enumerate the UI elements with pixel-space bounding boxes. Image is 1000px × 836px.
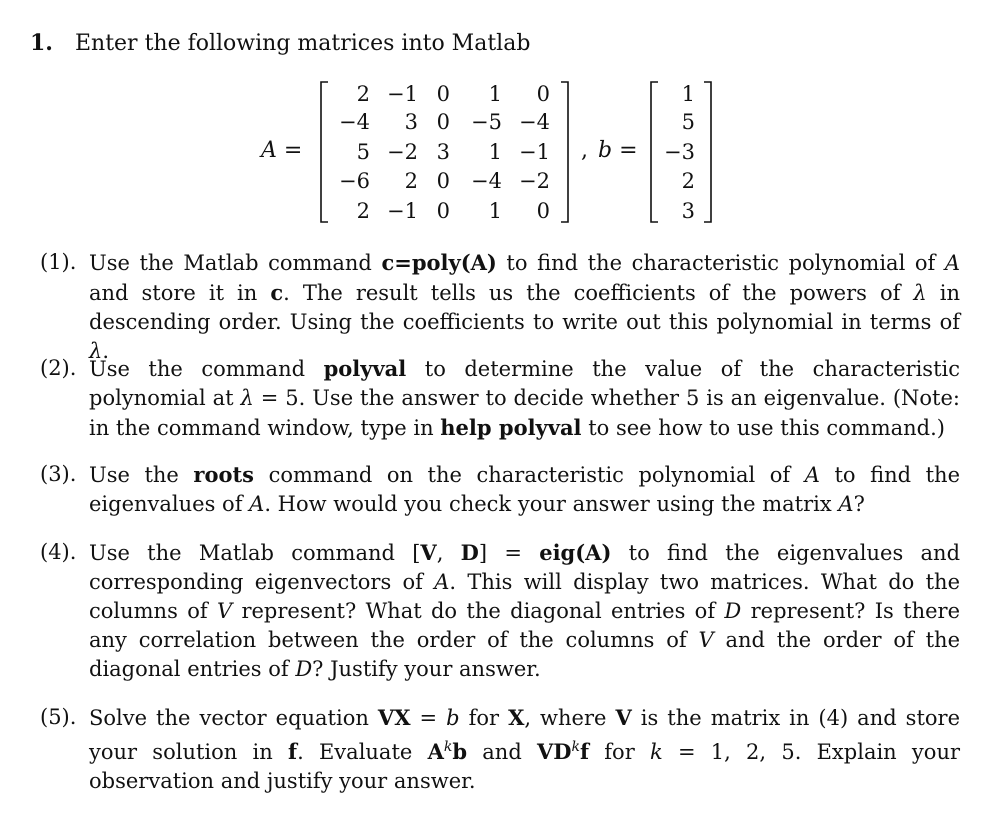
part-4	[40, 538, 960, 684]
matrix-a-cell: 1	[488, 199, 502, 223]
part-text-segment: to find the characteristic polynomial of	[496, 251, 945, 275]
part-3	[40, 460, 960, 519]
matrix-a-cell: −6	[339, 169, 370, 193]
matrix-a-cell: 0	[436, 199, 450, 223]
part-text-segment: V	[420, 540, 437, 565]
part-text-segment: b	[452, 739, 468, 764]
part-text-segment: , where	[524, 706, 616, 730]
part-text-segment: =	[410, 706, 447, 730]
part-text-segment: V	[615, 705, 632, 730]
matrix-a-cell: 3	[404, 110, 418, 134]
part-text-segment: represent? Is there any correlation between the order of the columns of	[89, 599, 960, 652]
part-text-segment: k	[443, 739, 453, 755]
vector-b-cell: 2	[681, 169, 695, 193]
part-text-segment: . The result tells us the coefficients of the powers of	[283, 281, 914, 305]
matrix-a-cell: 2	[404, 169, 418, 193]
part-5-text	[89, 703, 960, 796]
matrix-a-cell: −4	[471, 169, 502, 193]
part-text-segment: and the order of the diagonal entries of	[89, 628, 961, 681]
part-text-segment: . This will display two matrices. What do the columns of	[89, 570, 960, 623]
problem-title: Enter the following matrices into Matlab	[74, 31, 531, 56]
part-text-segment: VD	[537, 739, 572, 764]
part-text-segment: ? Justify your answer.	[312, 657, 541, 681]
part-text-segment: k	[571, 739, 580, 755]
part-1-text	[89, 248, 960, 366]
part-5	[40, 703, 960, 796]
matrix-a-cell: −2	[519, 169, 550, 193]
part-text-segment: roots	[193, 462, 255, 487]
vector-b-cell: 1	[681, 82, 695, 106]
part-text-segment: .	[102, 339, 109, 363]
part-text-segment: A	[804, 463, 820, 487]
matrix-a-cell: −5	[471, 110, 502, 134]
problem-number: 1.	[30, 30, 53, 56]
matrix-a-cell: 5	[356, 140, 370, 164]
part-text-segment: Solve the vector equation	[89, 706, 378, 730]
part-text-segment: A	[838, 492, 854, 516]
part-2	[40, 354, 960, 443]
part-5-number: (5).	[40, 705, 77, 729]
part-text-segment: represent? What do the diagonal entries of	[232, 599, 725, 623]
part-text-segment: ?	[853, 492, 865, 516]
part-text-segment: polyval	[323, 356, 407, 381]
part-1-number: (1).	[40, 250, 77, 274]
matrix-a-cell: 0	[436, 82, 450, 106]
part-text-segment: Use the Matlab command [	[89, 541, 421, 565]
part-1	[40, 248, 960, 366]
matrix-a-cell: 0	[536, 199, 550, 223]
part-text-segment: command on the characteristic polynomial of	[254, 463, 805, 487]
matrix-a-cell: 2	[356, 199, 370, 223]
matrix-a-cell: −4	[339, 110, 370, 134]
part-3-number: (3).	[40, 462, 77, 486]
part-text-segment: λ	[240, 386, 254, 410]
vector-b-cell: 3	[681, 199, 695, 223]
part-text-segment: to see how to use this command.)	[581, 416, 945, 440]
part-2-text	[89, 354, 960, 443]
matrix-a-cell: −1	[519, 140, 550, 164]
part-text-segment: Use the	[89, 463, 194, 487]
part-text-segment: X	[508, 705, 525, 730]
matrix-a-cell: 1	[488, 82, 502, 106]
part-text-segment: c=poly(A)	[381, 250, 497, 275]
part-text-segment: Use the Matlab command	[89, 251, 382, 275]
matrix-a-cell: 0	[436, 110, 450, 134]
part-text-segment: λ	[89, 339, 103, 363]
part-text-segment: . Evaluate	[297, 740, 428, 764]
part-text-segment: is the matrix in (4) and store your solution in	[89, 706, 961, 764]
part-text-segment: . How would you check your answer using the matrix	[264, 492, 839, 516]
part-text-segment: A	[434, 570, 450, 594]
part-text-segment: ] =	[478, 541, 540, 565]
matrix-separator-comma: ,	[581, 138, 588, 163]
vector-b-right-bracket	[702, 80, 714, 224]
part-4-text	[89, 538, 960, 684]
matrix-a-cell: −2	[387, 140, 418, 164]
part-text-segment: V	[216, 599, 233, 623]
part-text-segment: = 1, 2, 5. Explain your observation and justify your answer.	[89, 740, 961, 793]
matrix-a-cell: 2	[356, 82, 370, 106]
part-text-segment: ,	[436, 541, 461, 565]
part-text-segment: VX	[377, 705, 411, 730]
part-text-segment: in descending order. Using the coefficients to write out this polynomial in terms of	[89, 281, 960, 334]
part-text-segment: f	[288, 739, 298, 764]
matrix-a-label: A =	[261, 138, 303, 163]
part-text-segment: to determine the value of the characteristic polynomial at	[89, 357, 961, 410]
part-text-segment: for	[459, 706, 509, 730]
part-text-segment: for	[589, 740, 650, 764]
part-text-segment: D	[724, 599, 742, 623]
part-2-number: (2).	[40, 356, 77, 380]
part-text-segment: k	[649, 740, 663, 764]
part-text-segment: b	[446, 706, 460, 730]
part-text-segment: A	[427, 739, 444, 764]
matrix-a-cell: 0	[536, 82, 550, 106]
part-text-segment: c	[270, 280, 284, 305]
matrix-a-right-bracket	[559, 80, 571, 224]
part-text-segment: V	[698, 628, 714, 652]
part-text-segment: D	[295, 657, 313, 681]
matrix-a-cell: 3	[436, 140, 450, 164]
part-text-segment: A	[944, 251, 961, 275]
matrix-a-left-bracket	[318, 80, 330, 224]
part-text-segment: = 5. Use the answer to decide whether 5 is an eigenvalue. (Note: in the command window, type in	[89, 386, 960, 440]
part-text-segment: eig(A)	[539, 540, 612, 565]
vector-b-label: b =	[598, 138, 638, 163]
vector-b-cell: 5	[681, 110, 695, 134]
problem-header	[30, 28, 530, 59]
matrix-a-cell: −4	[519, 110, 550, 134]
matrix-a-cell: −1	[387, 199, 418, 223]
part-text-segment: and	[467, 740, 537, 764]
part-text-segment: help polyval	[440, 415, 582, 440]
part-text-segment: λ	[913, 281, 927, 305]
vector-b-cell: −3	[664, 140, 695, 164]
matrix-a-cell: 0	[436, 169, 450, 193]
matrix-a-cell: −1	[387, 82, 418, 106]
matrix-a-cell: 1	[488, 140, 502, 164]
part-text-segment: Use the command	[89, 357, 324, 381]
part-4-number: (4).	[40, 540, 77, 564]
part-text-segment: and store it in	[89, 281, 271, 305]
part-text-segment: f	[580, 739, 590, 764]
part-3-text	[89, 460, 960, 519]
part-text-segment: D	[460, 540, 479, 565]
part-text-segment: to find the eigenvalues of	[89, 463, 960, 516]
part-text-segment: A	[249, 492, 265, 516]
part-text-segment: to find the eigenvalues and corresponding eigenvectors of	[89, 541, 961, 594]
